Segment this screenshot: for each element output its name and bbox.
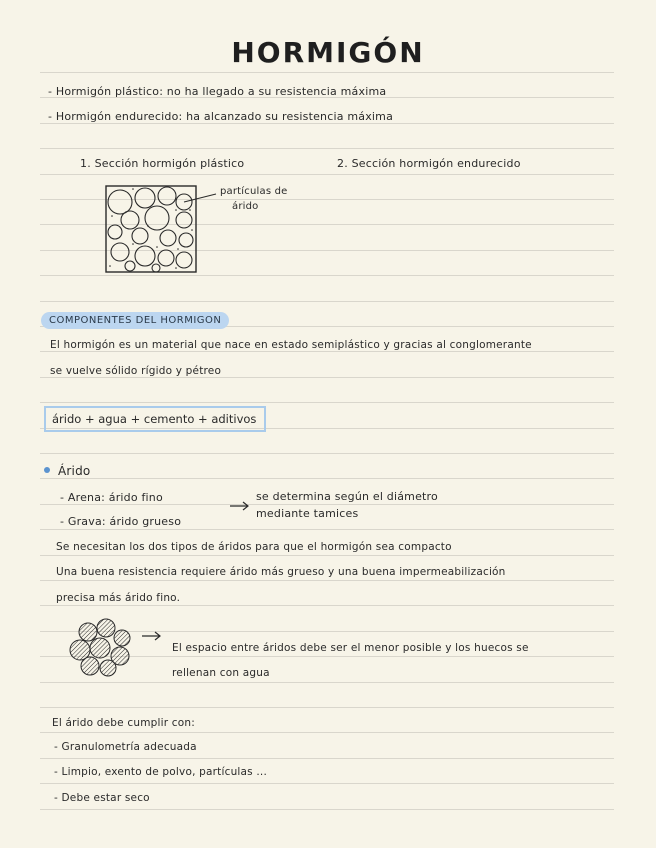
aggregate-cluster-sketch [60, 616, 170, 680]
arido-note-line2: mediante tamices [256, 507, 359, 520]
ruled-line [40, 453, 614, 454]
section-1-label: 1. Sección hormigón plástico [80, 157, 245, 170]
intro-line-plastic: - Hormigón plástico: no ha llegado a su resistencia máxima [48, 85, 387, 98]
ruled-line [40, 732, 614, 733]
ruled-line [40, 555, 614, 556]
particle-label-line2: árido [232, 201, 259, 212]
components-heading: COMPONENTES DEL HORMIGON [41, 312, 229, 329]
intro-line-hardened: - Hormigón endurecido: ha alcanzado su resistencia máxima [48, 110, 394, 123]
arido-paragraph-3: precisa más árido fino. [56, 592, 181, 604]
ruled-line [40, 123, 614, 124]
components-formula: árido + agua + cemento + aditivos [44, 406, 266, 432]
arido-note-line1: se determina según el diámetro [256, 490, 438, 503]
particle-label-line1: partículas de [220, 186, 288, 197]
ruled-line [40, 682, 614, 683]
page-title: HORMIGÓN [231, 36, 425, 69]
ruled-line [40, 377, 614, 378]
ruled-line [40, 301, 614, 302]
ruled-line [40, 783, 614, 784]
ruled-line [40, 148, 614, 149]
components-desc-line2: se vuelve sólido rígido y pétreo [50, 365, 222, 377]
space-note-line2: rellenan con agua [172, 667, 270, 679]
ruled-line [40, 707, 614, 708]
ruled-line [40, 174, 614, 175]
components-desc-line1: El hormigón es un material que nace en estado semiplástico y gracias al conglomerante [50, 339, 532, 351]
requirements-heading: El árido debe cumplir con: [52, 717, 195, 729]
requirement-item-3: - Debe estar seco [54, 792, 150, 804]
arido-arena: - Arena: árido fino [60, 491, 163, 504]
arido-bullet [44, 467, 50, 473]
arido-heading: Árido [58, 464, 91, 478]
ruled-line [40, 351, 614, 352]
requirement-item-2: - Limpio, exento de polvo, partículas ... [54, 766, 267, 778]
ruled-line [40, 605, 614, 606]
space-note-line1: El espacio entre áridos debe ser el menor posible y los huecos se [172, 642, 529, 654]
ruled-line [40, 580, 614, 581]
arido-paragraph-1: Se necesitan los dos tipos de áridos para que el hormigón sea compacto [56, 541, 452, 553]
ruled-line [40, 758, 614, 759]
ruled-line [40, 809, 614, 810]
ruled-line [40, 402, 614, 403]
ruled-line [40, 72, 614, 73]
ruled-line [40, 478, 614, 479]
section-2-label: 2. Sección hormigón endurecido [337, 157, 521, 170]
arido-paragraph-2: Una buena resistencia requiere árido más grueso y una buena impermeabilización [56, 566, 506, 578]
arido-grava: - Grava: árido grueso [60, 515, 182, 528]
requirement-item-1: - Granulometría adecuada [54, 741, 197, 753]
ruled-line [40, 529, 614, 530]
ruled-line [40, 504, 614, 505]
arrow-icon [228, 500, 252, 512]
